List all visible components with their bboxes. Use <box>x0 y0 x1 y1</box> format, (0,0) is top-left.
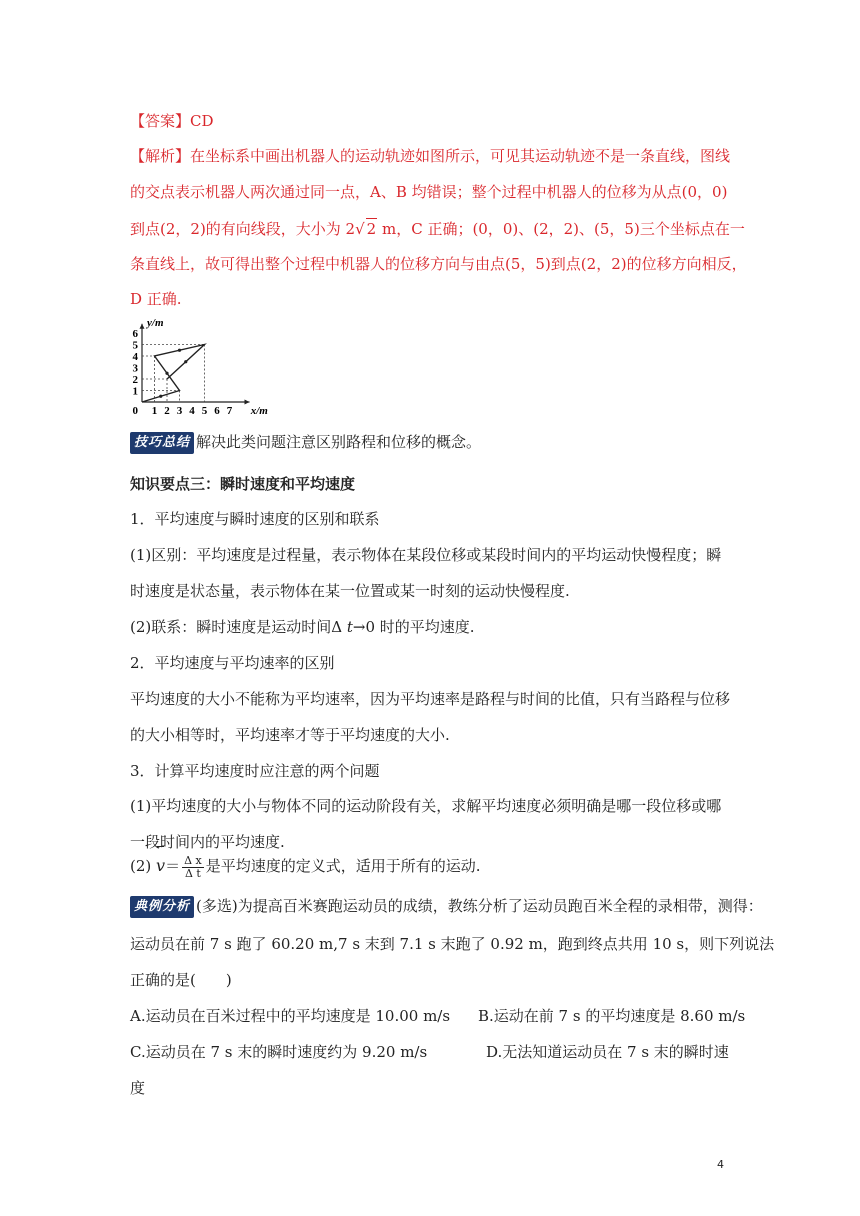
fraction-numerator: Δ x <box>184 853 202 867</box>
analysis-line-4: 条直线上，故可得出整个过程中机器人的位移方向与由点(5，5)到点(2，2)的位移方向相反， <box>130 255 747 273</box>
p3-line-b: 一段时间内的平均速度. <box>130 833 285 851</box>
p1-line-b: 时速度是状态量，表示物体在某一位置或某一时刻的运动快慢程度. <box>130 582 570 600</box>
p3-c-prefix: (2) <box>130 857 152 875</box>
y-tick-label: 5 <box>132 339 138 352</box>
y-tick-label: 6 <box>132 328 138 340</box>
p1-c-text-a: (2)联系：瞬时速度是运动时间Δ <box>130 618 347 636</box>
equals-sign: ＝ <box>165 857 181 875</box>
p2-title: 2．平均速度与平均速率的区别 <box>130 654 335 672</box>
section-heading: 知识要点三：瞬时速度和平均速度 <box>130 475 356 493</box>
analysis-line-1 <box>130 146 730 166</box>
example-badge: 典例分析 <box>130 896 194 918</box>
analysis-label: 【解析】 <box>130 147 191 165</box>
trajectory-path <box>142 345 205 403</box>
example-line-1 <box>130 896 763 918</box>
p3-title: 3．计算平均速度时应注意的两个问题 <box>130 762 380 780</box>
p1-line-a: (1)区别：平均速度是过程量，表示物体在某段位移或某段时间内的平均运动快慢程度；瞬 <box>130 546 722 564</box>
option-b: B.运动在前 7 s 的平均速度是 8.60 m/s <box>478 1007 746 1025</box>
p1-c-t: t <box>346 618 353 636</box>
x-axis-label: x/m <box>250 405 268 417</box>
analysis-text-3b: m，C 正确；(0，0)、(2，2)、(5，5)三个坐标点在一 <box>377 220 745 238</box>
option-d-cont: 度 <box>130 1079 146 1097</box>
p1-c-text-b: →0 时的平均速度. <box>352 618 475 636</box>
v-bar-symbol: v <box>156 844 165 888</box>
direction-mark-0 <box>159 395 162 398</box>
tip-badge: 技巧总结 <box>130 432 194 454</box>
analysis-line-3 <box>130 218 745 239</box>
x-axis-arrow <box>245 400 250 405</box>
sqrt-sign: √ <box>355 220 365 238</box>
p2-line-a: 平均速度的大小不能称为平均速率，因为平均速率是路程与时间的比值，只有当路程与位移 <box>130 690 731 708</box>
p2-line-b: 的大小相等时，平均速率才等于平均速度的大小. <box>130 726 450 744</box>
sqrt-radicand: 2 <box>366 220 377 238</box>
analysis-line-2: 的交点表示机器人两次通过同一点，A、B 均错误；整个过程中机器人的位移为从点(0，0) <box>130 183 728 201</box>
y-tick-label: 1 <box>132 385 138 398</box>
answer-label: 【答案】 <box>130 112 191 130</box>
x-tick-label: 5 <box>201 405 208 417</box>
p1-line-c <box>130 617 475 637</box>
y-tick-label: 3 <box>132 362 138 375</box>
y-axis-label: y/m <box>147 317 164 330</box>
analysis-text-1: 在坐标系中画出机器人的运动轨迹如图所示，可见其运动轨迹不是一条直线，图线 <box>190 147 731 165</box>
direction-mark-1 <box>165 372 168 375</box>
example-line-3: 正确的是( ) <box>130 971 232 989</box>
tip-text: 解决此类问题注意区别路程和位移的概念。 <box>196 433 482 451</box>
option-a: A.运动员在百米过程中的平均速度是 10.00 m/s <box>130 1007 451 1025</box>
p3-line-c <box>130 844 481 888</box>
origin-label: 0 <box>132 405 138 417</box>
example-text-1: (多选)为提高百米赛跑运动员的成绩，教练分析了运动员跑百米全程的录相带，测得： <box>196 897 763 915</box>
fraction <box>182 855 204 880</box>
x-tick-label: 4 <box>189 405 195 417</box>
analysis-text-3a: 到点(2，2)的有向线段，大小为 2 <box>130 220 356 238</box>
trajectory-graph <box>128 310 268 418</box>
answer-value: CD <box>190 112 214 130</box>
p3-line-a: (1)平均速度的大小与物体不同的运动阶段有关，求解平均速度必须明确是哪一段位移或哪 <box>130 797 722 815</box>
analysis-line-5: D 正确. <box>130 290 182 308</box>
p1-title: 1．平均速度与瞬时速度的区别和联系 <box>130 510 380 528</box>
y-axis-arrow <box>140 324 145 329</box>
x-tick-label: 3 <box>176 405 183 417</box>
x-tick-label: 2 <box>164 405 170 417</box>
direction-mark-3 <box>184 360 187 363</box>
answer-line <box>130 111 214 131</box>
direction-mark-2 <box>178 349 181 352</box>
option-c: C.运动员在 7 s 末的瞬时速度约为 9.20 m/s <box>130 1043 428 1061</box>
fraction-denominator: Δ t <box>184 866 201 880</box>
y-tick-label: 2 <box>132 374 138 386</box>
option-d: D.无法知道运动员在 7 s 末的瞬时速 <box>486 1043 729 1061</box>
p3-c-text: 是平均速度的定义式，适用于所有的运动. <box>205 857 481 875</box>
y-tick-label: 4 <box>132 351 138 363</box>
x-tick-label: 6 <box>214 405 220 417</box>
x-tick-label: 1 <box>151 405 158 417</box>
x-tick-label: 7 <box>226 405 233 417</box>
example-line-2: 运动员在前 7 s 跑了 60.20 m,7 s 末到 7.1 s 末跑了 0.92 m，跑到终点共用 10 s，则下列说法 <box>130 935 775 953</box>
tip-line <box>130 432 481 454</box>
page-number: 4 <box>717 1158 724 1171</box>
